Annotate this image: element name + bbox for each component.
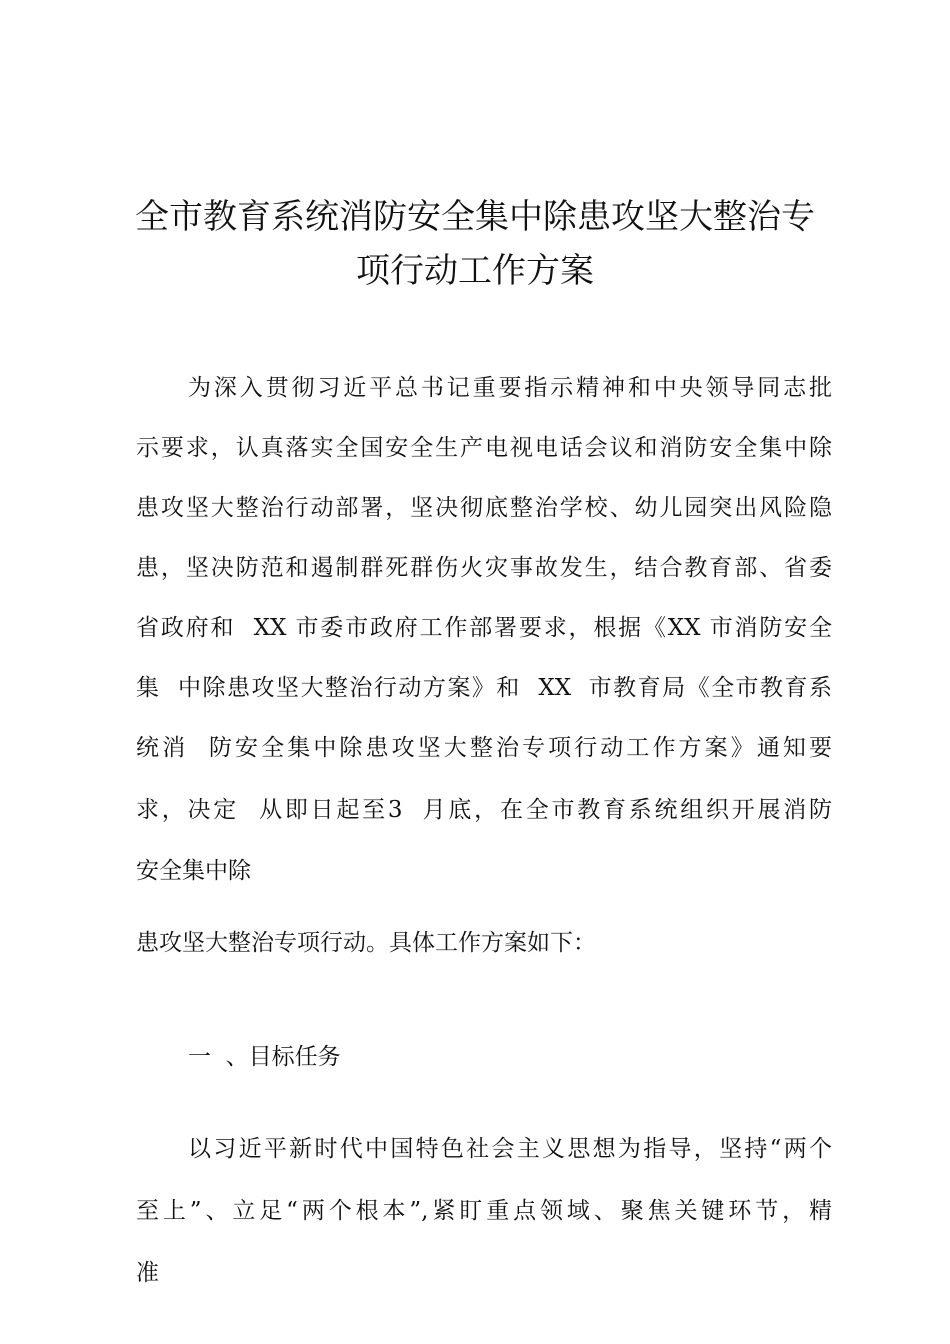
intro-line: 统消 防安全集中除患攻坚大整治专项行动工作方案》通知要 [136,735,832,761]
section-paragraph-line: 至上”、立足“两个根本”,紧盯重点领域、聚焦关键环节，精 [136,1198,832,1224]
intro-line: 集 中除患攻坚大整治行动方案》和 XX 市教育局《全市教育系 [136,675,832,701]
section-paragraph-line: 以习近平新时代中国特色社会主义思想为指导，坚持“两个 [188,1136,832,1162]
section-heading: 一 、目标任务 [188,1044,341,1070]
document-title-line-2: 项行动工作方案 [356,251,594,291]
intro-line: 患攻坚大整治行动部署，坚决彻底整治学校、幼儿园突出风险隐 [136,495,832,521]
intro-line: 求，决定 从即日起至3 月底，在全市教育系统组织开展消防 [136,797,832,823]
intro-line: 示要求，认真落实全国安全生产电视电话会议和消防安全集中除 [136,435,832,461]
intro-line: 安全集中除 [136,858,251,884]
document-title-line-1: 全市教育系统消防安全集中除患攻坚大整治专 [135,197,815,237]
intro-line: 患攻坚大整治专项行动。具体工作方案如下： [136,930,596,956]
intro-line: 患，坚决防范和遏制群死群伤火灾事故发生，结合教育部、省委 [136,555,832,581]
intro-line: 为深入贯彻习近平总书记重要指示精神和中央领导同志批 [188,375,832,401]
intro-line: 省政府和 XX 市委市政府工作部署要求，根据《XX 市消防安全 [136,615,832,641]
section-paragraph-line: 准 [136,1260,159,1286]
